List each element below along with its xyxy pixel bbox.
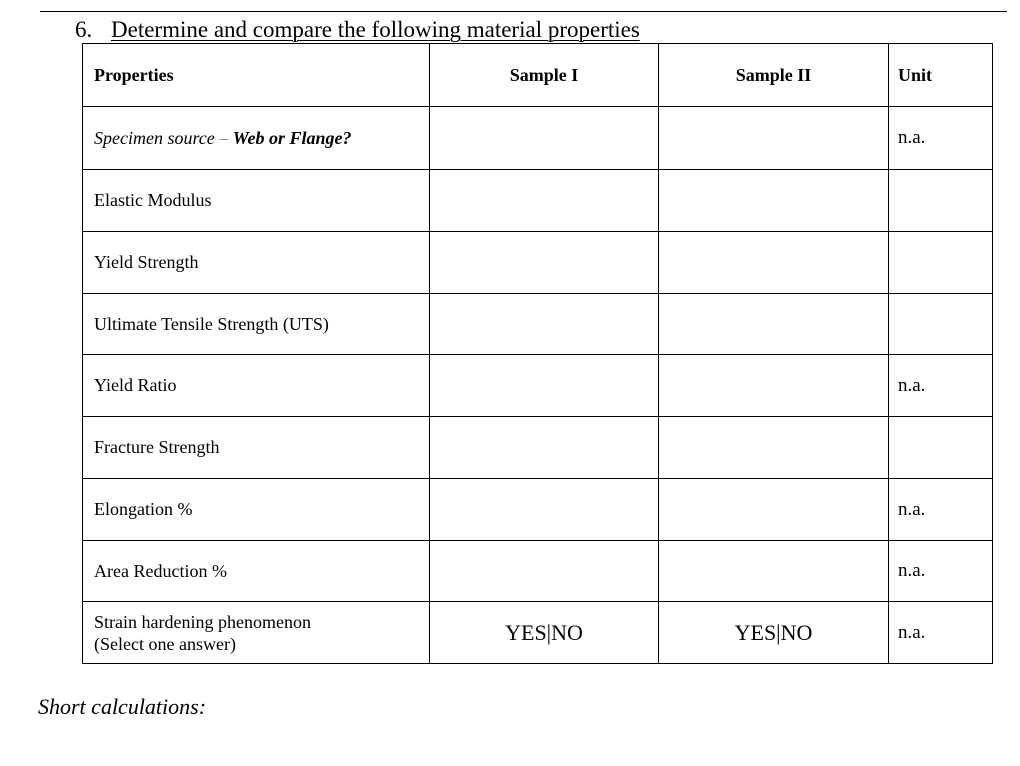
table-row-strain-hardening — [83, 602, 993, 664]
sample-2-cell[interactable] — [659, 479, 889, 541]
table-row-area-reduction — [83, 541, 993, 602]
sample-2-cell[interactable] — [659, 355, 889, 417]
specimen-source-label — [83, 107, 430, 170]
specimen-source-label-b: Web or Flange? — [232, 127, 352, 148]
strain-hardening-label — [83, 602, 430, 664]
table-row-yield-ratio — [83, 355, 993, 417]
sample-2-cell[interactable] — [659, 294, 889, 355]
specimen-source-dash: – — [219, 127, 229, 148]
unit-cell[interactable] — [889, 417, 993, 479]
specimen-source-sample-1-cell[interactable] — [430, 107, 659, 170]
strain-hardening-unit: n.a. — [889, 602, 993, 664]
table-row-elongation — [83, 479, 993, 541]
row-label: Area Reduction % — [83, 541, 430, 602]
row-label: Elongation % — [83, 479, 430, 541]
specimen-source-unit: n.a. — [889, 107, 993, 170]
row-label: Yield Ratio — [83, 355, 430, 417]
unit-cell[interactable] — [889, 232, 993, 294]
sample-1-cell[interactable] — [430, 355, 659, 417]
top-rule — [40, 11, 1007, 12]
sample-2-cell[interactable] — [659, 417, 889, 479]
sample-1-cell[interactable] — [430, 417, 659, 479]
row-label: Ultimate Tensile Strength (UTS) — [83, 294, 430, 355]
sample-1-cell[interactable] — [430, 232, 659, 294]
row-label: Yield Strength — [83, 232, 430, 294]
question-number: 6. — [75, 17, 93, 42]
sample-1-cell[interactable] — [430, 541, 659, 602]
table-row-specimen-source — [83, 107, 993, 170]
specimen-source-sample-2-cell[interactable] — [659, 107, 889, 170]
strain-hardening-sample-1-choice[interactable]: YES|NO — [430, 602, 659, 664]
table-row-fracture-strength — [83, 417, 993, 479]
sample-2-cell[interactable] — [659, 541, 889, 602]
header-properties: Properties — [83, 44, 430, 107]
strain-hardening-label-line1: Strain hardening phenomenon — [94, 611, 311, 632]
sample-1-cell[interactable] — [430, 294, 659, 355]
specimen-source-label-a: Specimen source — [94, 127, 215, 148]
question-heading — [75, 16, 640, 44]
material-properties-table — [82, 43, 993, 664]
unit-cell: n.a. — [889, 541, 993, 602]
question-text: Determine and compare the following material properties — [111, 17, 640, 42]
header-unit: Unit — [889, 44, 993, 107]
strain-hardening-label-line2: (Select one answer) — [94, 633, 236, 654]
unit-cell: n.a. — [889, 479, 993, 541]
table-row-elastic-modulus — [83, 170, 993, 232]
header-sample-2: Sample II — [659, 44, 889, 107]
strain-hardening-sample-2-choice[interactable]: YES|NO — [659, 602, 889, 664]
short-calculations-label: Short calculations: — [38, 694, 207, 719]
table-row-uts — [83, 294, 993, 355]
table-header-row — [83, 44, 993, 107]
unit-cell[interactable] — [889, 170, 993, 232]
sample-2-cell[interactable] — [659, 232, 889, 294]
row-label: Elastic Modulus — [83, 170, 430, 232]
header-sample-1: Sample I — [430, 44, 659, 107]
sample-1-cell[interactable] — [430, 170, 659, 232]
table-row-yield-strength — [83, 232, 993, 294]
sample-1-cell[interactable] — [430, 479, 659, 541]
unit-cell[interactable] — [889, 294, 993, 355]
unit-cell: n.a. — [889, 355, 993, 417]
sample-2-cell[interactable] — [659, 170, 889, 232]
row-label: Fracture Strength — [83, 417, 430, 479]
